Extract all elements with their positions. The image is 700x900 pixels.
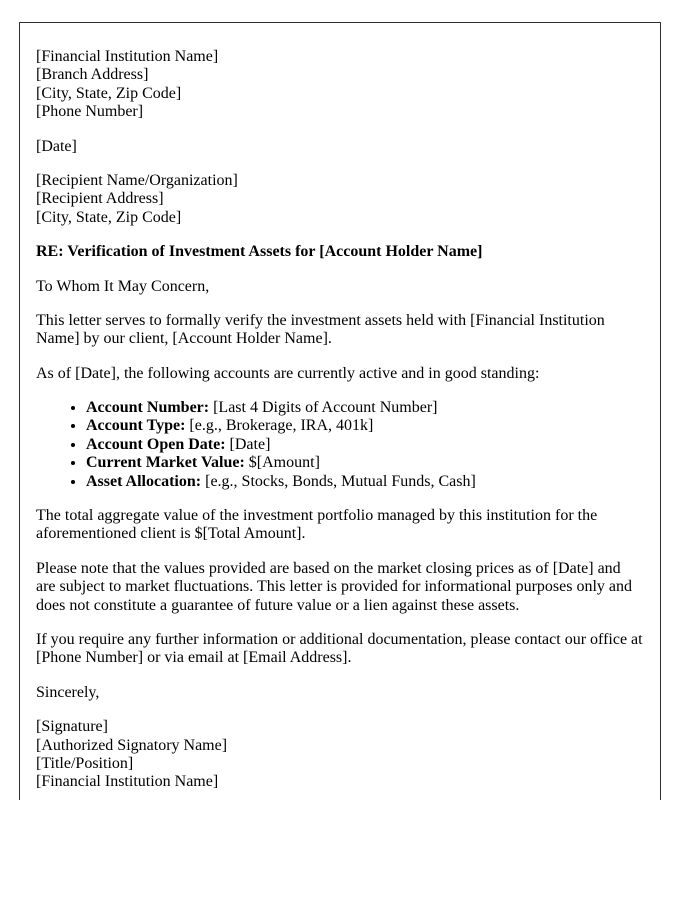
intro-paragraph: This letter serves to formally verify the investment assets held with [Financial Institution Name] by our client, [Account Holder Name].	[36, 311, 605, 348]
sender-city-state-zip-line: [City, State, Zip Code]	[36, 84, 182, 102]
signature-institution-line: [Financial Institution Name]	[36, 773, 219, 791]
recipient-address-line: [Recipient Address]	[36, 190, 164, 208]
sender-institution-line: [Financial Institution Name]	[36, 48, 219, 65]
account-open-date-item	[86, 436, 643, 454]
sender-branch-address-line: [Branch Address]	[36, 66, 149, 84]
contact-paragraph: If you require any further information or additional documentation, please contact our office at [Phone Number] or via email at [Email Address].	[36, 630, 643, 667]
signatory-title-line: [Title/Position]	[36, 754, 134, 772]
account-number-item	[86, 399, 643, 417]
current-market-value-item	[86, 454, 643, 472]
signature-block	[36, 718, 643, 792]
account-number-value: [Last 4 Digits of Account Number]	[209, 399, 438, 417]
asset-allocation-label: Asset Allocation:	[86, 472, 202, 490]
signatory-name-line: [Authorized Signatory Name]	[36, 736, 228, 754]
disclaimer-paragraph: Please note that the values provided are based on the market closing prices as of [Date] and are subject to market fluctuations. This letter is provided for informational purposes only and does not constitute a guarantee of future value or a lien against these assets.	[36, 559, 632, 614]
recipient-address-block	[36, 172, 643, 227]
asset-allocation-value: [e.g., Stocks, Bonds, Mutual Funds, Cash]	[201, 472, 476, 490]
account-open-date-value: [Date]	[225, 435, 271, 453]
current-market-value-label: Current Market Value:	[86, 454, 245, 472]
closing-line: Sincerely,	[36, 683, 100, 701]
sender-address-block	[36, 48, 643, 122]
account-type-item	[86, 417, 643, 435]
account-open-date-label: Account Open Date:	[86, 435, 226, 453]
recipient-city-state-zip-line: [City, State, Zip Code]	[36, 208, 182, 226]
current-market-value-value: $[Amount]	[244, 454, 320, 472]
letter-body	[19, 22, 661, 800]
subject-line: RE: Verification of Investment Assets for [Account Holder Name]	[36, 243, 483, 261]
account-number-label: Account Number:	[86, 399, 210, 417]
sender-phone-line: [Phone Number]	[36, 103, 144, 121]
date-line: [Date]	[36, 137, 77, 155]
asset-allocation-item	[86, 473, 643, 491]
account-type-label: Account Type:	[86, 417, 186, 435]
total-value-paragraph: The total aggregate value of the investment portfolio managed by this institution for the aforementioned client is $[Total Amount].	[36, 507, 598, 543]
account-type-value: [e.g., Brokerage, IRA, 401k]	[185, 417, 374, 435]
recipient-name-line: [Recipient Name/Organization]	[36, 171, 238, 189]
signature-line: [Signature]	[36, 718, 108, 736]
accounts-intro-paragraph: As of [Date], the following accounts are currently active and in good standing:	[36, 364, 540, 382]
salutation: To Whom It May Concern,	[36, 277, 210, 295]
account-details-list	[36, 399, 643, 491]
